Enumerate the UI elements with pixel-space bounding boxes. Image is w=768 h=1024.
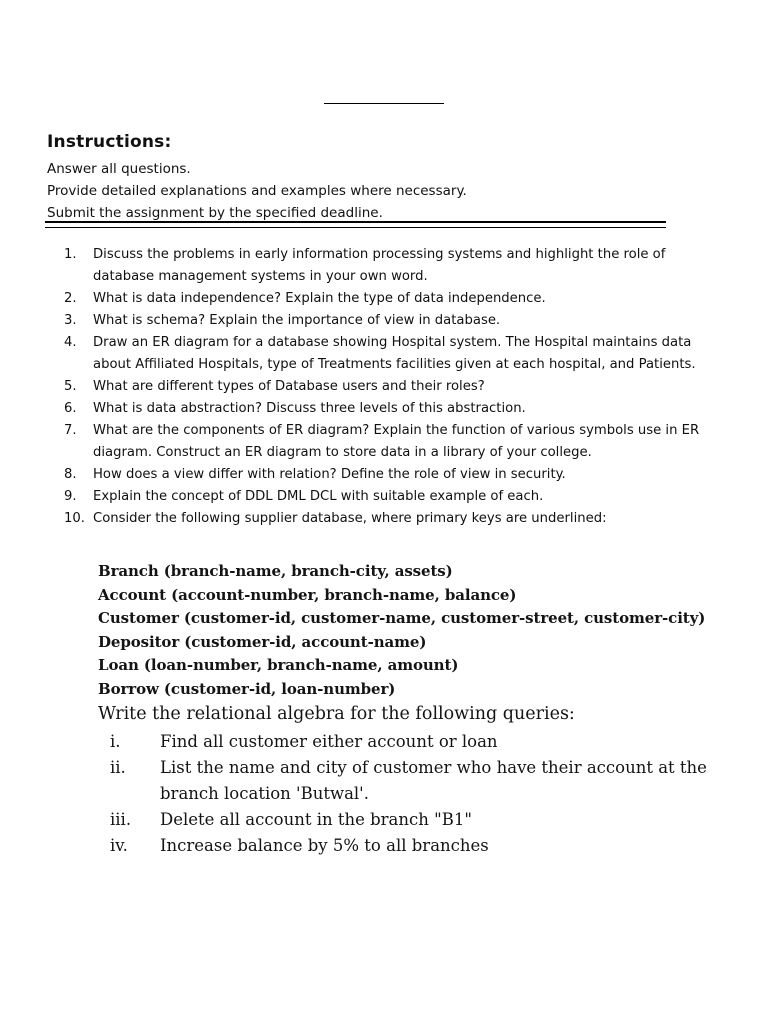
question-number: 2. [64, 291, 77, 306]
question-number: 6. [64, 401, 77, 416]
question-item [64, 508, 724, 530]
question-text: What are the components of ER diagram? Explain the function of various symbols use in ER diagram. Construct an ER diagram to store data in a library of your college. [93, 423, 700, 460]
question-number: 4. [64, 335, 77, 350]
question-item [64, 486, 724, 508]
double-divider [45, 221, 666, 228]
schema-relation: Account (account-number, branch-name, balance) [98, 585, 517, 604]
question-number: 5. [64, 379, 77, 394]
query-item [98, 729, 738, 755]
question-item [64, 244, 724, 288]
instruction-line: Submit the assignment by the specified deadline. [47, 205, 383, 221]
query-text: Increase balance by 5% to all branches [160, 836, 489, 855]
question-number: 10. [64, 511, 85, 526]
query-text: Find all customer either account or loan [160, 732, 498, 751]
instructions-list [47, 158, 467, 224]
query-item [98, 755, 738, 807]
question-text: Explain the concept of DDL DML DCL with suitable example of each. [93, 489, 544, 504]
query-number: iii. [110, 810, 132, 829]
query-number: i. [110, 732, 121, 751]
question-item [64, 376, 724, 398]
schema-list [98, 560, 738, 701]
queries-list [98, 729, 738, 859]
schema-relation: Borrow (customer-id, loan-number) [98, 679, 396, 698]
question-text: Discuss the problems in early information processing systems and highlight the role of database management systems in your own word. [93, 247, 666, 284]
question-number: 8. [64, 467, 77, 482]
question-item [64, 464, 724, 486]
question-text: What are different types of Database users and their roles? [93, 379, 485, 394]
schema-relation: Depositor (customer-id, account-name) [98, 632, 427, 651]
query-text: List the name and city of customer who have their account at the branch location 'Butwal'. [160, 758, 707, 803]
schema-relation: Loan (loan-number, branch-name, amount) [98, 656, 459, 674]
query-item [98, 807, 738, 833]
query-text: Delete all account in the branch "B1" [160, 810, 472, 829]
instructions-title: Instructions: [47, 132, 172, 152]
question-number: 9. [64, 489, 77, 504]
question-item [64, 398, 724, 420]
question-item [64, 332, 724, 376]
scanned-schema-block [98, 560, 738, 859]
query-number: iv. [110, 836, 128, 855]
instruction-line: Answer all questions. [47, 161, 191, 177]
schema-relation: Customer (customer-id, customer-name, customer-street, customer-city) [98, 609, 706, 627]
question-text: Draw an ER diagram for a database showing Hospital system. The Hospital maintains data about Affiliated Hospitals, type of Treatments facilities given at each hospital, and Patients. [93, 335, 696, 372]
question-item [64, 288, 724, 310]
query-item [98, 833, 738, 859]
question-text: What is data abstraction? Discuss three levels of this abstraction. [93, 401, 526, 416]
questions-list [64, 244, 724, 530]
question-number: 7. [64, 423, 77, 438]
question-text: What is schema? Explain the importance of view in database. [93, 313, 501, 328]
question-text: How does a view differ with relation? Define the role of view in security. [93, 467, 566, 482]
question-number: 1. [64, 247, 77, 262]
relational-algebra-title: Write the relational algebra for the following queries: [98, 704, 575, 724]
question-item [64, 310, 724, 332]
question-number: 3. [64, 313, 77, 328]
query-number: ii. [110, 758, 126, 777]
instruction-line: Provide detailed explanations and examples where necessary. [47, 183, 467, 199]
question-text: What is data independence? Explain the type of data independence. [93, 291, 546, 306]
question-item [64, 420, 724, 464]
schema-relation: Branch (branch-name, branch-city, assets) [98, 562, 453, 580]
top-rule [324, 103, 444, 104]
question-text: Consider the following supplier database, where primary keys are underlined: [93, 511, 607, 526]
